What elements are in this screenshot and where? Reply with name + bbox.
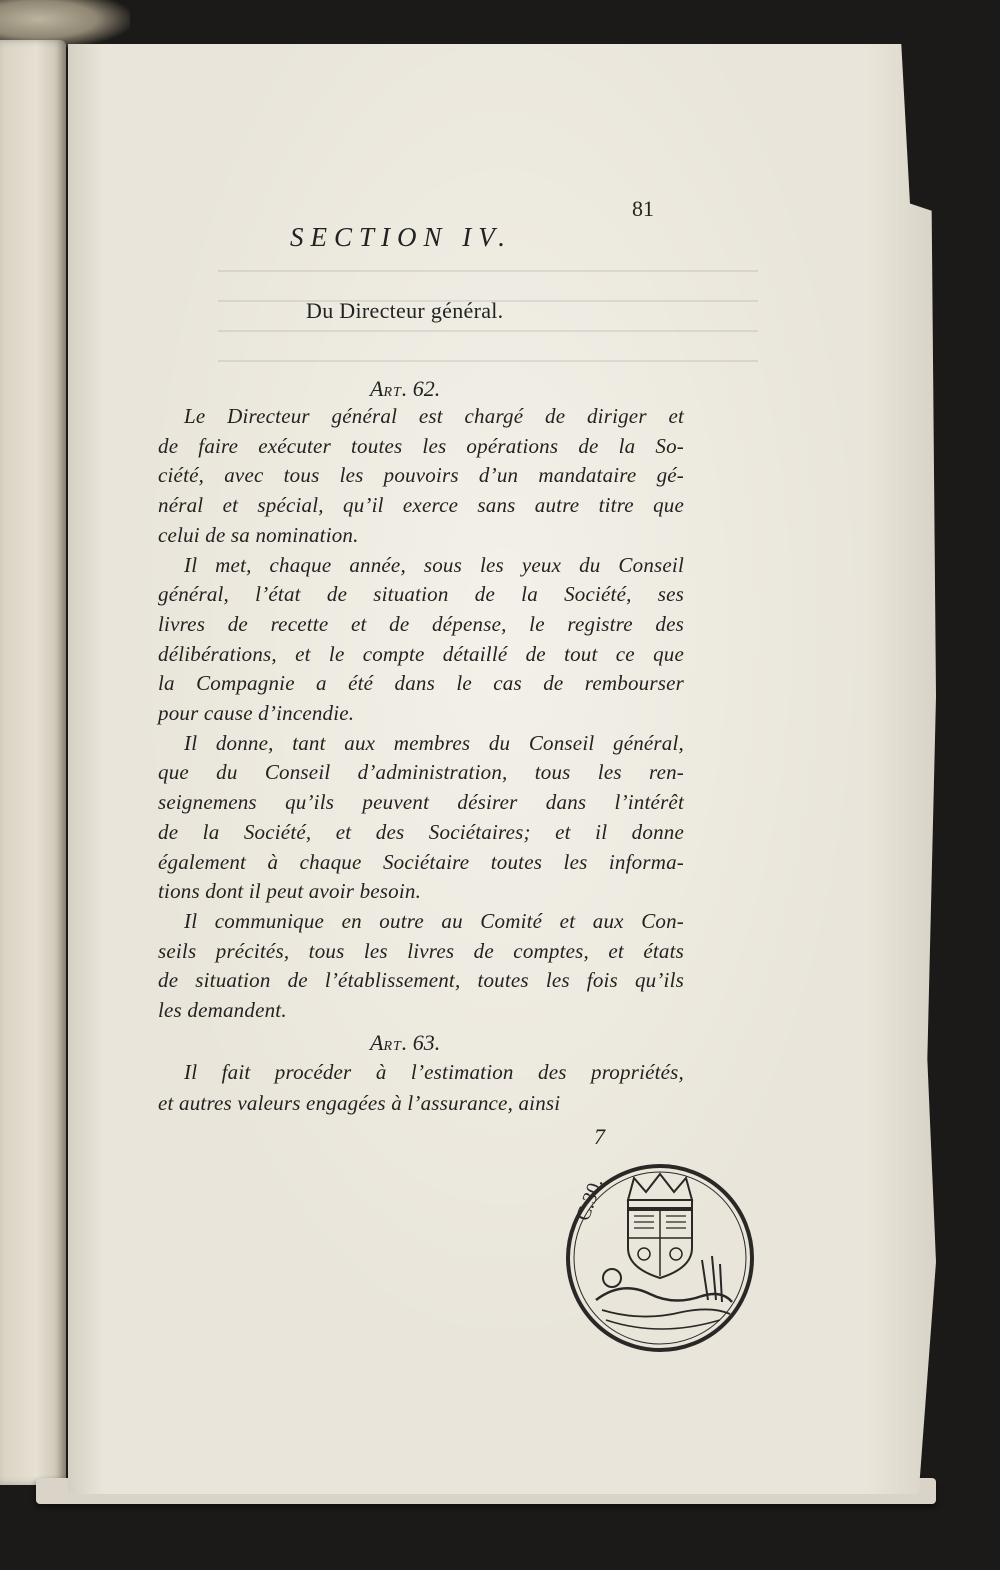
section-title: SECTION IV. [290,222,513,252]
left-page-edge [0,40,66,1485]
text-line: de situation de l’établissement, toutes les fois qu’ils [158,968,684,993]
text-line: général, l’état de situation de la Société, ses [158,582,684,607]
text-line: néral et spécial, qu’il exerce sans autre titre que [158,493,684,518]
article-heading-small: RT [383,1039,402,1054]
text-line: livres de recette et de dépense, le registre des [158,611,684,636]
library-stamp [562,1160,758,1356]
article-heading-suffix: . 63. [401,1030,441,1055]
text-line: tions dont il peut avoir besoin. [158,879,422,904]
text-line: Le Directeur général est chargé de diriger et [184,404,684,428]
text-line: Il met, chaque année, sous les yeux du Conseil [184,552,684,577]
section-subtitle: Du Directeur général. [306,298,504,323]
text-line: délibérations, et le compte détaillé de tout ce que [158,641,684,666]
text-line: que du Conseil d’administration, tous les ren- [158,760,684,785]
text-line: Il communique en outre au Comité et aux Con- [184,908,684,933]
stamp-label: C.30. [572,1175,608,1224]
text-line: Il donne, tant aux membres du Conseil général, [184,730,684,755]
text-line: seignemens qu’ils peuvent désirer dans l’intérêt [158,790,684,815]
text-line: de la Société, et des Sociétaires; et il donne [158,819,684,844]
article-heading-prefix: A [370,1030,384,1055]
article-heading-suffix: . 62. [401,376,441,401]
show-through-text [218,270,758,390]
text-line: les demandent. [158,998,287,1022]
article-heading-63 [370,1030,440,1056]
page-number: 81 [632,196,654,221]
article-heading-62 [370,376,440,402]
text-line: ciété, avec tous les pouvoirs d’un mandataire gé- [158,463,684,488]
text-line: pour cause d’incendie. [158,701,355,725]
article-heading-small: RT [383,385,402,400]
text-line: celui de sa nomination. [158,522,359,547]
text-line: de faire exécuter toutes les opérations de la So- [158,433,684,458]
text-line: également à chaque Sociétaire toutes les informa- [158,849,684,874]
text-line: la Compagnie a été dans le cas de rembourser [158,671,684,696]
text-line: seils précités, tous les livres de comptes, et états [158,938,684,963]
text-line: et autres valeurs engagées à l’assurance, ainsi [158,1091,561,1115]
article-heading-prefix: A [370,376,384,401]
signature-mark: 7 [594,1124,605,1149]
text-line: Il fait procéder à l’estimation des propriétés, [184,1060,684,1084]
